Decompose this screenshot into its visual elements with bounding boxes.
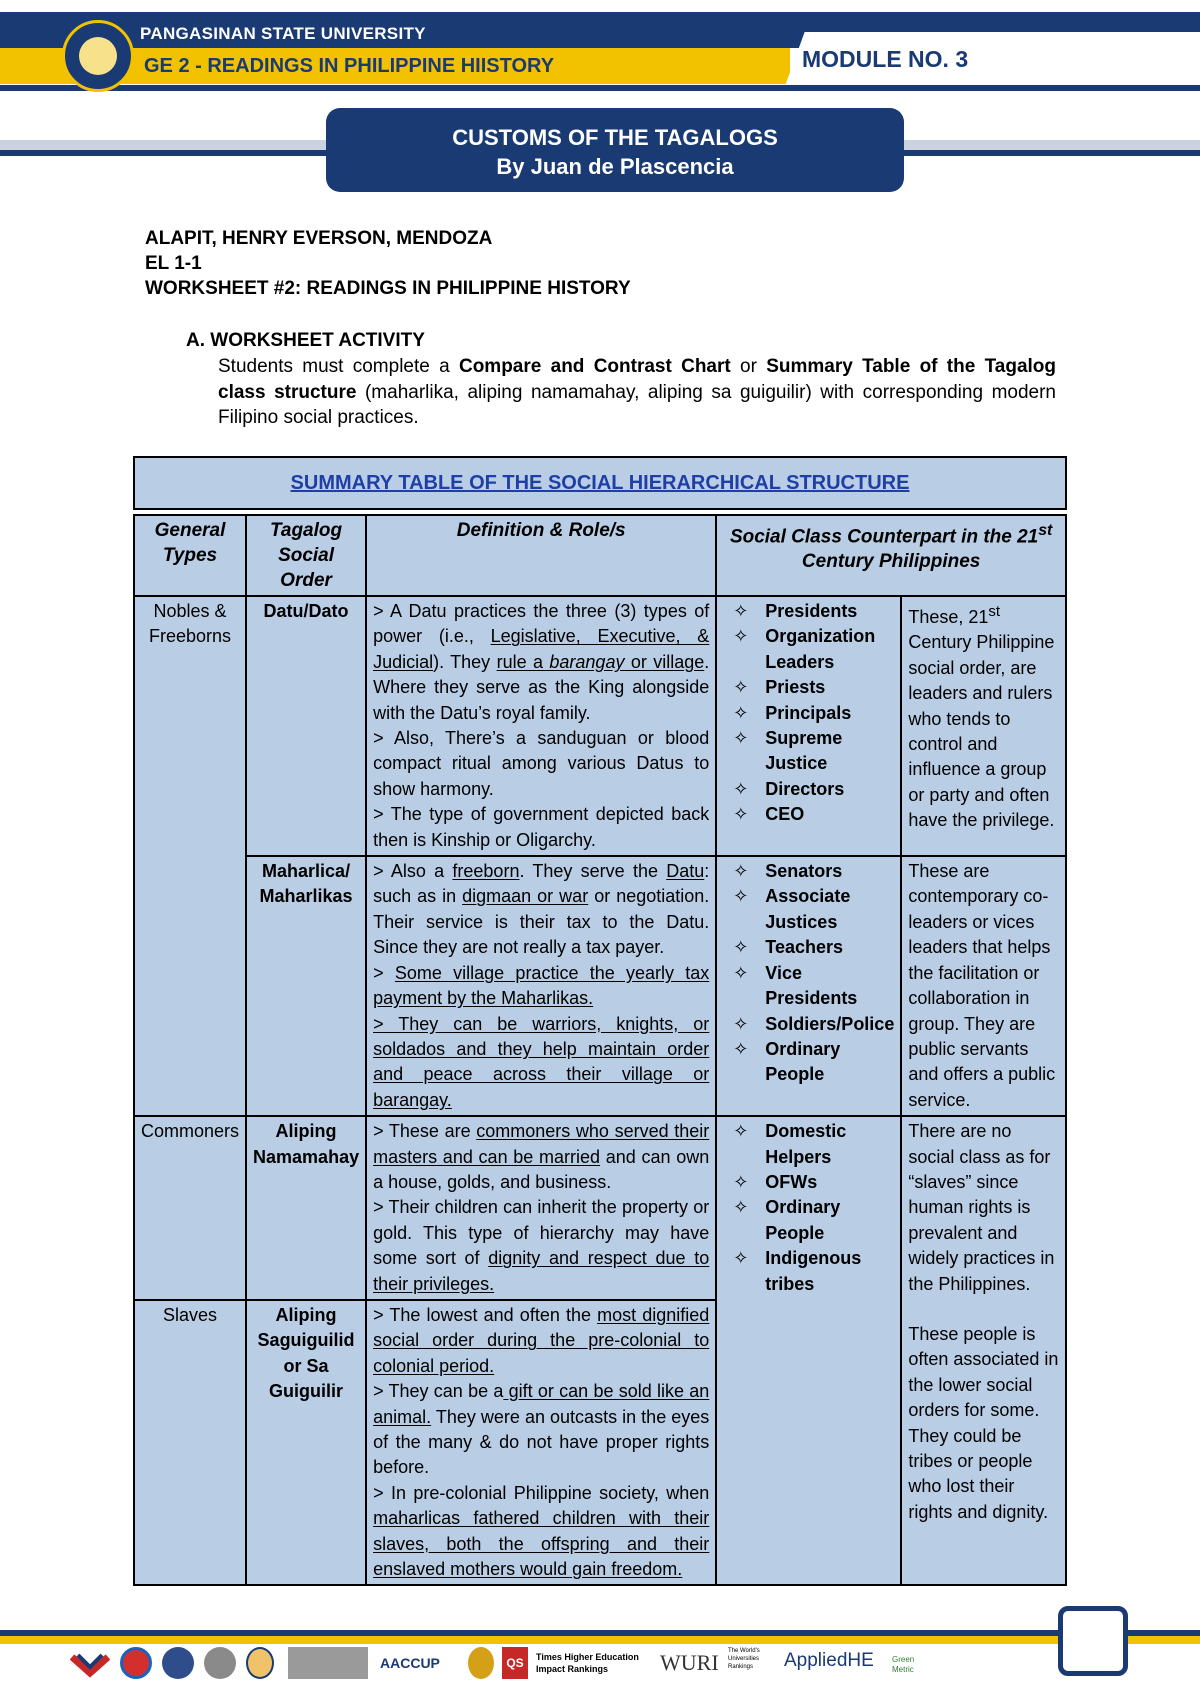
activity-title: A. WORKSHEET ACTIVITY xyxy=(186,330,425,351)
greenmetric-logo-icon xyxy=(892,1647,936,1687)
header-counterpart-text-2: Century Philippines xyxy=(801,551,981,573)
table-header-row xyxy=(134,515,1066,596)
header-counterpart-sup: st xyxy=(1038,522,1053,539)
description-commoners: There are no social class as for “slaves” since human rights is prevalent and widely practices in the Philippines. xyxy=(908,1121,1055,1294)
table-row xyxy=(134,856,1066,1116)
maharlika-def-3 xyxy=(373,1012,709,1114)
university-seal-icon xyxy=(62,20,134,92)
underlined-text: Some village practice the yearly tax payment by the Maharlikas. xyxy=(373,962,710,1009)
aaccup-logo-icon xyxy=(380,1647,460,1679)
header-tagalog-social-order: Tagalog Social Order xyxy=(246,515,366,596)
qs-text: QS xyxy=(506,1656,524,1670)
student-section: EL 1-1 xyxy=(145,253,202,274)
text: > Also a xyxy=(373,861,453,882)
definition-datu xyxy=(366,596,716,856)
definition-saguiguilir xyxy=(366,1300,716,1585)
underlined-text: most dignified social order during the pre-colonial to colonial period. xyxy=(373,1304,710,1376)
datu-def-2: > Also, There’s a sanduguan or blood compact ritual among various Datus to show harmony. xyxy=(373,728,710,799)
wur-logo-icon xyxy=(728,1647,778,1679)
summary-table-wrapper xyxy=(133,456,1067,1586)
list-item: ✧ Directors xyxy=(723,777,894,802)
sup-text: st xyxy=(988,603,1001,620)
list-item: ✧ Ordinary People xyxy=(723,1195,894,1246)
list-item: ✧ Teachers xyxy=(723,935,894,960)
order-namamahay: Aliping Namamahay xyxy=(246,1116,366,1300)
wuri-logo-icon xyxy=(660,1647,720,1679)
text: > The lowest and often the xyxy=(373,1304,598,1325)
underlined-text: digmaan or war xyxy=(462,886,589,907)
general-commoners: Commoners xyxy=(134,1116,246,1300)
description-maharlika: These are contemporary co-leaders or vices leaders that helps the facilitation or collaboration in group. They are public servants and offers a public service. xyxy=(901,856,1066,1116)
text: They were an outcasts in the eyes of the many & do not have proper rights before. xyxy=(373,1406,710,1478)
namamahay-def-1 xyxy=(373,1119,709,1195)
text: > xyxy=(373,962,395,983)
underlined-text: commoners who served their masters and can be married xyxy=(373,1121,710,1167)
wur-text: The World's Universities Rankings xyxy=(728,1648,760,1670)
list-item: ✧ Associate Justices xyxy=(723,884,894,935)
text: rule a xyxy=(496,651,550,672)
counterpart-maharlika xyxy=(716,856,901,1116)
underlined-text: gift or can be sold like an animal. xyxy=(373,1381,710,1427)
description-commoners-slaves xyxy=(901,1116,1066,1585)
university-name: PANGASINAN STATE UNIVERSITY xyxy=(140,24,426,43)
instr-bold-2: Summary Table of the Tagalog class structure xyxy=(218,356,1057,403)
greenmetric-text: Green Metric xyxy=(892,1655,915,1674)
instr-text-2: or xyxy=(730,356,767,377)
text: . Where they serve as the King alongside with the Datu’s royal family. xyxy=(373,651,710,723)
seal-logo-icon xyxy=(204,1647,236,1679)
qs-logo-icon xyxy=(502,1647,528,1679)
underlined-text: Datu xyxy=(666,861,705,882)
datu-def-1 xyxy=(373,599,709,726)
list-item: ✧ Organization Leaders xyxy=(723,624,894,675)
document-title xyxy=(326,108,904,192)
asean-logo-icon xyxy=(120,1647,152,1679)
wuri-text: WURI xyxy=(660,1650,719,1675)
underlined-text: freeborn xyxy=(452,861,520,882)
counterpart-datu xyxy=(716,596,901,856)
appliedhe-logo-icon xyxy=(784,1647,884,1679)
underlined-text: > They can be warriors, knights, or soldados and they help maintain order and peace across their village or barangay. xyxy=(373,1013,710,1110)
the-impact-rankings-logo-icon xyxy=(536,1647,652,1683)
list-item: ✧ Vice Presidents xyxy=(723,961,894,1012)
list-item: ✧ Domestic Helpers xyxy=(723,1119,894,1170)
text: > A Datu practices the three (3) types of power (i.e., xyxy=(373,601,710,647)
counterpart-namamahay xyxy=(716,1116,901,1585)
text: : such as in xyxy=(373,861,710,907)
student-info xyxy=(145,226,631,301)
title-line-2: By Juan de Plascencia xyxy=(496,154,734,179)
text: These, 21 xyxy=(908,607,989,627)
list-item: ✧ Priests xyxy=(723,675,894,700)
text: > Their children can inherit the property or gold. This type of hierarchy may have some sort of xyxy=(373,1197,710,1269)
order-datu: Datu/Dato xyxy=(246,596,366,856)
definition-maharlika xyxy=(366,856,716,1116)
instr-bold-1: Compare and Contrast Chart xyxy=(458,356,731,377)
list-item: ✧ Ordinary People xyxy=(723,1037,894,1088)
aaccup-text: AACCUP xyxy=(380,1655,440,1671)
description-datu xyxy=(901,596,1066,856)
text: and can own a house, golds, and business. xyxy=(373,1146,710,1192)
table-row xyxy=(134,596,1066,856)
saguiguilir-def-3 xyxy=(373,1481,709,1583)
seal-logo-icon xyxy=(246,1647,274,1679)
text: . They serve the xyxy=(519,861,667,882)
header-general-types: General Types xyxy=(134,515,246,596)
instr-text-1: Students must complete a xyxy=(218,356,459,377)
list-item: ✧ Supreme Justice xyxy=(723,726,894,777)
summary-table xyxy=(133,514,1067,1586)
header-underline xyxy=(0,85,1200,91)
table-row xyxy=(134,1116,1066,1300)
general-nobles: Nobles & Freeborns xyxy=(134,596,246,1116)
underlined-text: Legislative, Executive, & Judicial xyxy=(373,626,710,672)
list-item: ✧ CEO xyxy=(723,802,894,827)
text: or village xyxy=(624,651,705,672)
header-counterpart-text: Social Class Counterpart in the 21 xyxy=(729,526,1039,548)
namamahay-def-2 xyxy=(373,1195,709,1297)
bagong-pilipinas-logo-icon xyxy=(70,1647,110,1679)
the-text: Times Higher Education Impact Rankings xyxy=(536,1652,639,1674)
definition-namamahay xyxy=(366,1116,716,1300)
maharlika-def-2 xyxy=(373,961,709,1012)
summary-table-title: SUMMARY TABLE OF THE SOCIAL HIERARCHICAL STRUCTURE xyxy=(133,456,1067,510)
list-item: ✧ OFWs xyxy=(723,1170,894,1195)
list-item: ✧ Principals xyxy=(723,701,894,726)
text: > In pre-colonial Philippine society, when xyxy=(373,1482,710,1503)
underlined-text xyxy=(497,652,705,672)
description-slaves: These people is often associated in the lower social orders for some. They could be tribes or people who lost their rights and dignity. xyxy=(908,1323,1059,1522)
activity-instructions xyxy=(218,354,1056,431)
student-name: ALAPIT, HENRY EVERSON, MENDOZA xyxy=(145,228,493,249)
datu-def-3: > The type of government depicted back then is Kinship or Oligarchy. xyxy=(373,804,710,850)
title-line-1: CUSTOMS OF THE TAGALOGS xyxy=(452,125,778,150)
module-number: MODULE NO. 3 xyxy=(802,46,969,72)
saguiguilir-def-1 xyxy=(373,1303,709,1379)
page-number-box xyxy=(1058,1606,1128,1676)
general-slaves: Slaves xyxy=(134,1300,246,1585)
text: Century Philippine social order, are leaders and rulers who tends to control and influence a group or party and often have the privilege. xyxy=(908,632,1055,831)
list-item: ✧ Senators xyxy=(723,859,894,884)
course-title: GE 2 - READINGS IN PHILIPPINE HIISTORY xyxy=(144,55,555,77)
list-item: ✧ Presidents xyxy=(723,599,894,624)
saguiguilir-def-2 xyxy=(373,1379,709,1481)
footer-logos xyxy=(70,1643,940,1683)
underlined-text: maharlicas fathered children with their slaves, both the offspring and their enslaved mothers would gain freedom. xyxy=(373,1508,710,1580)
text: or negotiation. Their service is their tax to the Datu. Since they are not really a tax payer. xyxy=(373,886,710,958)
instr-text-3: (maharlika, aliping namamahay, aliping sa guiguilir) with corresponding modern Filipino social practices. xyxy=(218,381,1056,428)
underlined-text: dignity and respect due to their privileges. xyxy=(373,1248,710,1294)
seal-logo-icon xyxy=(162,1647,194,1679)
text: > They can be a xyxy=(373,1381,504,1402)
seal-logo-icon xyxy=(468,1647,494,1679)
text: ). They xyxy=(433,651,497,672)
list-item: ✧ Indigenous tribes xyxy=(723,1246,894,1297)
list-item: ✧ Soldiers/Police xyxy=(723,1012,894,1037)
worksheet-title: WORKSHEET #2: READINGS IN PHILIPPINE HISTORY xyxy=(145,278,631,299)
header-definition: Definition & Role/s xyxy=(366,515,716,596)
order-maharlika: Maharlica/ Maharlikas xyxy=(246,856,366,1116)
appliedhe-text: AppliedHE xyxy=(784,1650,874,1671)
maharlika-def-1 xyxy=(373,859,709,961)
text: > These are xyxy=(373,1121,477,1142)
header-counterpart xyxy=(716,515,1066,596)
italic-text: barangay xyxy=(549,651,625,672)
order-saguiguilir: Aliping Saguiguilid or Sa Guiguilir xyxy=(246,1300,366,1585)
partner-logo-icon xyxy=(288,1647,368,1679)
